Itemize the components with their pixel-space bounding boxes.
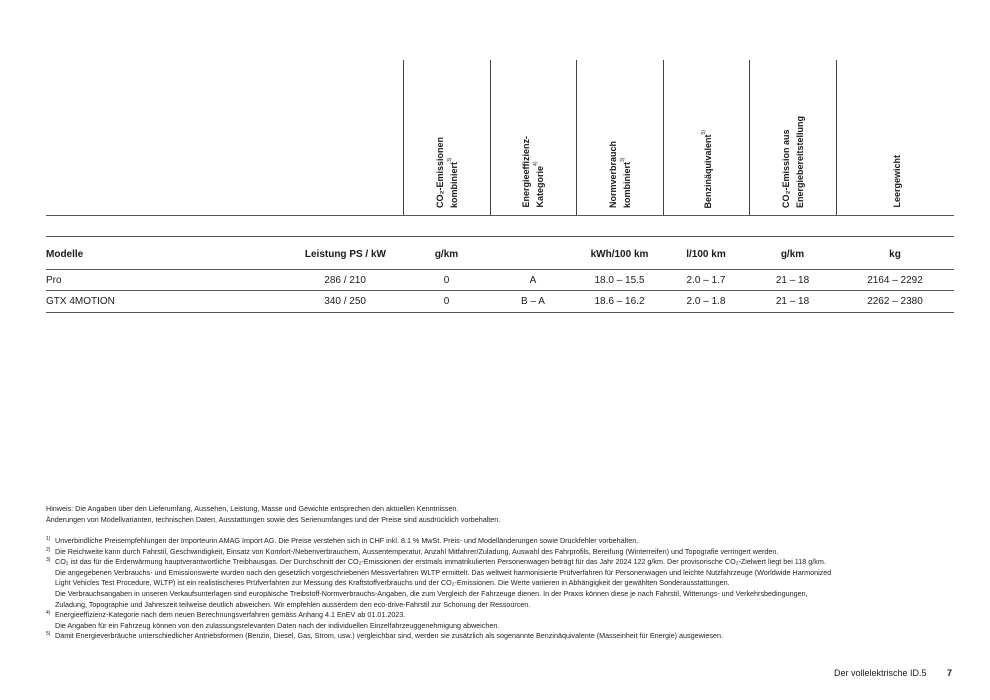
footnote-number: 5) (46, 631, 51, 638)
column-header-weight: Leergewicht (892, 155, 902, 208)
footnote-line: CO₂ ist das für die Erderwärmung hauptverantwortliche Treibhausgas. Der Durchschnitt der CO₂-Emissionen der erstmals immatrikulierten Personenwagen beträgt für das Jahr 2024 122 g/km. Der provisorische CO₂-Zielwert liegt bei 118 g/km. (55, 557, 826, 567)
column-header-consumption: Normverbrauch kombiniert$^{3)}$ (607, 140, 632, 208)
footnote-line: Energieeffizienz-Kategorie nach dem neuen Berechnungsverfahren gemäss Anhang 4.1 EnEV ab 01.01.2023. (55, 610, 406, 620)
cell-model: GTX 4MOTION (46, 296, 115, 307)
cell-weight: 2164 – 2292 (867, 275, 923, 286)
table-row (46, 270, 954, 291)
cell-weight: 2262 – 2380 (867, 296, 923, 307)
column-header-energy-class: Energieeffizienz- Kategorie$^{4)}$ (521, 136, 545, 208)
page-number: 7 (947, 668, 953, 678)
col-consumption-unit: kWh/100 km (590, 249, 649, 260)
hinweis-block (46, 504, 956, 525)
hinweis-line: Änderungen von Modellvarianten, technischen Daten, Ausstattungen sowie des Serienumfanges und der Preise sind ausdrücklich vorbehalten. (46, 514, 501, 524)
column-header-co2-energy: CO₂-Emission aus Energiebereitstellung (780, 115, 805, 208)
footnote-line: Damit Energieverbräuche unterschiedlicher Antriebsformen (Benzin, Diesel, Gas, Strom, usw.) vergleichbar sind, werden sie zusätzlich als sogenannte Benzinäquivalente (Masseinheit für Energie) ausgewiesen. (55, 631, 723, 641)
cell-model: Pro (46, 275, 62, 286)
hinweis-line: Hinweis: Die Angaben über den Lieferumfang, Aussehen, Leistung, Masse und Gewichte entsprechen den aktuellen Kenntnissen. (46, 504, 459, 513)
table-unit-row (46, 244, 954, 265)
footnote-4 (46, 610, 956, 631)
table-row (46, 291, 954, 312)
footnote-2 (46, 547, 956, 558)
col-co2-unit: g/km (434, 249, 459, 260)
footnote-line: Die Verbrauchsangaben in unseren Verkaufsunterlagen sind europäische Treibstoff-Normverbrauchs-Angaben, die zum Vergleich der Fahrzeuge dienen. In der Praxis können diese je nach Fahrstil, Witterungs- und Verkehrsbedingungen, (55, 588, 808, 598)
cell-co2-energy: 21 – 18 (775, 275, 810, 286)
footer-title: Der vollelektrische ID.5 (834, 668, 927, 678)
footnote-line: Die Reichweite kann durch Fahrstil, Geschwindigkeit, Einsatz von Komfort-/Nebenverbrauchern, Aussentemperatur, Anzahl Mitfahrer/Zuladung, Auswahl des Fahrprofils, Bereifung (Winterreifen) und Topografie verringert werden. (55, 546, 779, 556)
footnote-number: 3) (46, 557, 51, 564)
footnote-number: 4) (46, 610, 51, 617)
col-modelle: Modelle (46, 249, 84, 260)
cell-energy-class: A (529, 275, 537, 286)
footnote-line: Unverbindliche Preisempfehlungen der Importeurin AMAG Import AG. Die Preise verstehen sich in CHF inkl. 8.1 % MwSt. Preis- und Modelländerungen sowie Druckfehler vorbehalten. (55, 536, 639, 545)
footnotes-block (46, 536, 956, 642)
footnote-number: 1) (46, 536, 51, 542)
footnote-line: Die Angaben für ein Fahrzeug können von den zulassungsrelevanten Daten nach der individuellen Einzelfahrzeuggenehmigung abweichen. (55, 620, 500, 630)
cell-power: 340 / 250 (324, 296, 366, 307)
col-energy-unit (490, 244, 576, 265)
column-header-co2: CO₂-Emissionen kombiniert$^{3)}$ (434, 136, 459, 208)
footnote-line: Light Vehicles Test Procedure, WLTP) ist ein realistischeres Prüfverfahren zur Messung des Kraftstoffverbrauchs und der CO₂-Emissionen. Die Werte variieren in Abhängigkeit der gewählten Sonderausstattungen. (55, 578, 730, 588)
footnote-line: Die angegebenen Verbrauchs- und Emissionswerte wurden nach den gesetzlich vorgeschriebenen Messverfahren WLTP ermittelt. Das weltweit harmonisierte Prüfverfahren für Personenwagen und leichte Nutzfahrzeuge (Worldwide Harmonized (55, 567, 832, 577)
footnote-1 (46, 536, 956, 547)
table-rule (46, 215, 954, 216)
col-leistung: Leistung PS / kW (304, 249, 386, 260)
table-rule (46, 236, 954, 237)
footnote-3 (46, 557, 956, 610)
table-rule (46, 312, 954, 313)
footnote-number: 2) (46, 546, 51, 553)
cell-power: 286 / 210 (324, 275, 366, 286)
cell-energy-class: B – A (521, 296, 545, 307)
cell-co2: 0 (443, 275, 450, 286)
col-petrol-unit: l/100 km (686, 249, 726, 260)
cell-consumption: 18.6 – 16.2 (594, 296, 645, 307)
column-header-petrol-equivalent: Benzinäquivalent$^{5)}$ (701, 129, 713, 208)
col-co2-energy-unit: g/km (780, 249, 805, 260)
footnote-5 (46, 631, 956, 642)
cell-petrol: 2.0 – 1.8 (686, 296, 726, 307)
footnote-line: Zuladung, Topographie und Jahreszeit teilweise deutlich abweichen. Wir empfehlen ausserdem den eco-drive-Fahrstil zur Schonung der Ressourcen. (55, 599, 531, 609)
col-weight-unit: kg (889, 249, 901, 260)
cell-co2-energy: 21 – 18 (775, 296, 810, 307)
cell-petrol: 2.0 – 1.7 (686, 275, 726, 286)
cell-consumption: 18.0 – 15.5 (594, 275, 645, 286)
cell-co2: 0 (443, 296, 450, 307)
